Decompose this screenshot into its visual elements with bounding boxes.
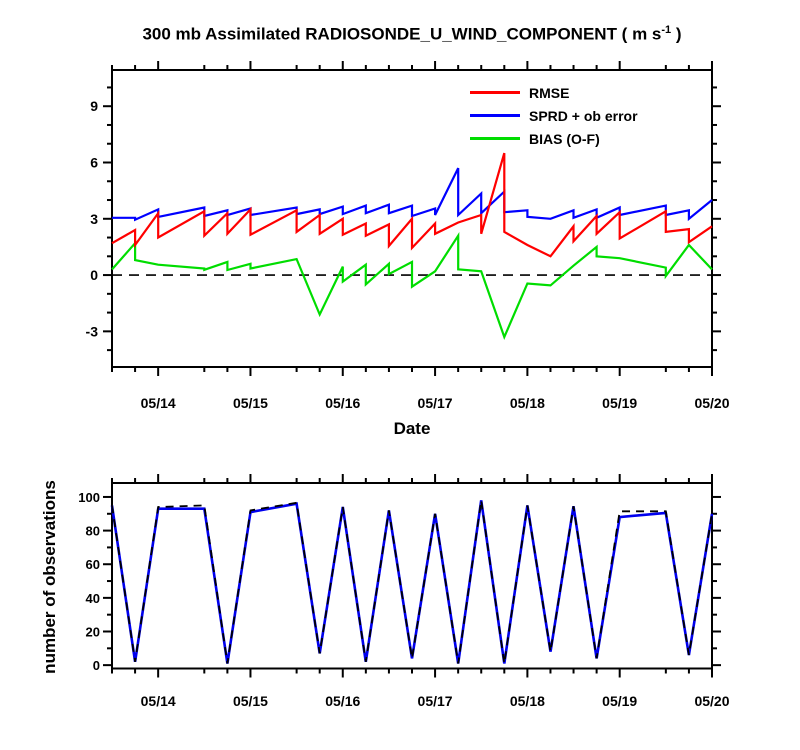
y-tick-label: 80 <box>85 523 100 539</box>
y-axis-ticks <box>103 497 721 665</box>
legend <box>470 81 638 150</box>
y-tick-label: -3 <box>85 323 98 340</box>
date-label: 05/19 <box>602 395 638 411</box>
x-tick-labels <box>141 693 730 709</box>
x-axis-title: Date <box>393 419 431 438</box>
series-observations-possible <box>112 500 712 663</box>
y-tick-label: 100 <box>78 489 100 505</box>
legend-line-sprd <box>470 114 520 117</box>
chart-title <box>12 24 800 45</box>
y-tick-label: 20 <box>85 624 100 640</box>
legend-label-sprd: SPRD + ob error <box>529 107 638 124</box>
y-tick-label: 0 <box>90 267 98 284</box>
date-label: 05/14 <box>140 395 176 411</box>
legend-label-bias: BIAS (O-F) <box>529 130 600 147</box>
date-label: 05/16 <box>325 395 361 411</box>
date-label: 05/17 <box>417 693 453 709</box>
date-label: 05/19 <box>602 693 638 709</box>
y-tick-label: 0 <box>92 658 100 674</box>
chart-title-units-close: ) <box>671 24 682 44</box>
legend-item-sprd <box>470 104 638 127</box>
bottom-panel <box>78 474 729 709</box>
x-tick-labels <box>141 395 730 411</box>
y-tick-label: 60 <box>85 557 100 573</box>
y-tick-label: 6 <box>90 154 98 171</box>
legend-line-bias <box>470 137 520 140</box>
date-label: 05/14 <box>140 693 176 709</box>
date-label: 05/18 <box>509 395 545 411</box>
chart-title-text: 300 mb Assimilated RADIOSONDE_U_WIND_COMPONENT ( m s <box>142 24 662 44</box>
legend-item-bias <box>470 127 638 150</box>
y-tick-labels <box>86 98 99 339</box>
date-label: 05/18 <box>509 693 545 709</box>
legend-item-rmse <box>470 81 638 104</box>
y-tick-labels <box>78 490 100 673</box>
series-observations-used-assimilated- <box>112 500 712 663</box>
date-label: 05/16 <box>325 693 361 709</box>
y-tick-label: 40 <box>85 590 100 606</box>
chart-title-superscript: -1 <box>661 24 672 36</box>
series-bias-o-f- <box>112 236 712 337</box>
y-tick-label: 9 <box>90 98 98 115</box>
x-axis-ticks <box>112 474 712 678</box>
legend-line-rmse <box>470 91 520 94</box>
plot-frame <box>112 483 712 669</box>
legend-label-rmse: RMSE <box>529 84 570 101</box>
y-tick-label: 3 <box>90 210 98 227</box>
date-label: 05/15 <box>232 395 268 411</box>
bottom-y-axis-title: number of observations <box>40 480 59 674</box>
date-label: 05/15 <box>232 693 268 709</box>
date-label: 05/20 <box>694 693 730 709</box>
date-label: 05/20 <box>694 395 730 411</box>
date-label: 05/17 <box>417 395 453 411</box>
